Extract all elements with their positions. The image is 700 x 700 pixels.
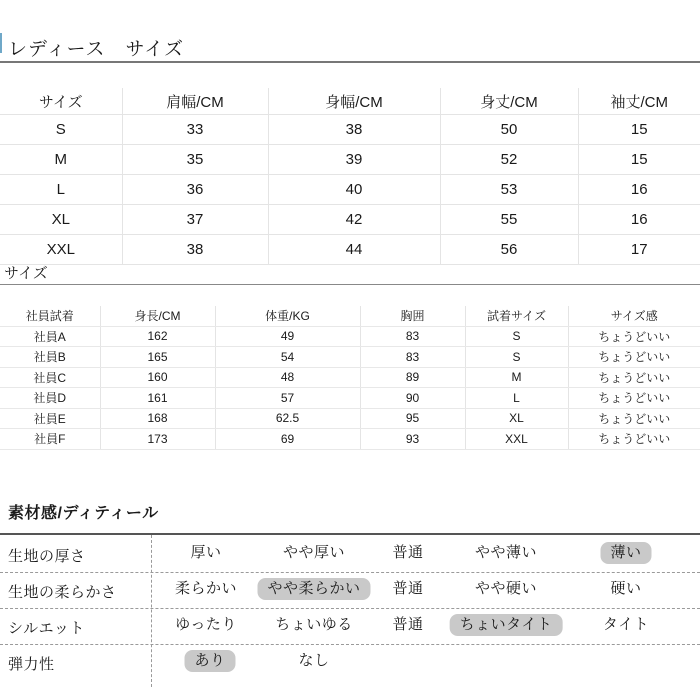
material-option: 普通 [392, 544, 424, 561]
table-cell: 48 [215, 367, 360, 388]
table-cell: 38 [268, 115, 440, 145]
table-row [0, 388, 700, 409]
material-option: 柔らかい [174, 580, 238, 597]
table-cell: 83 [360, 347, 465, 368]
table-row [0, 367, 700, 388]
table-cell: 168 [100, 408, 215, 429]
table-cell: 35 [122, 145, 268, 175]
header-bust: 胸囲 [360, 306, 465, 326]
material-option: やや硬い [474, 580, 538, 597]
table-cell: 161 [100, 388, 215, 409]
table-cell: ちょうどいい [568, 326, 700, 347]
table-cell: XXL [465, 429, 568, 450]
table-cell: 52 [440, 145, 578, 175]
material-row [0, 645, 700, 681]
table-cell: XL [465, 408, 568, 429]
table-cell: 40 [268, 175, 440, 205]
table-cell: 56 [440, 235, 578, 265]
table-row [0, 347, 700, 368]
header-shoulder: 肩幅/CM [122, 88, 268, 115]
material-option-selected: ちょいタイト [450, 614, 563, 636]
staff-fitting-table [0, 306, 700, 450]
table-cell: 16 [578, 205, 700, 235]
material-option: やや薄い [474, 544, 538, 561]
title-underline [0, 61, 700, 63]
table-cell: 社員C [0, 367, 100, 388]
material-row-label: 弾力性 [8, 656, 55, 673]
table-cell: 95 [360, 408, 465, 429]
table-cell: 53 [440, 175, 578, 205]
table-cell: 160 [100, 367, 215, 388]
table-cell: 54 [215, 347, 360, 368]
table-cell: 17 [578, 235, 700, 265]
table-row [0, 429, 700, 450]
table-cell: 90 [360, 388, 465, 409]
header-height: 身長/CM [100, 306, 215, 326]
material-row-label: シルエット [8, 620, 85, 637]
material-option: 普通 [392, 580, 424, 597]
header-size: サイズ [0, 88, 122, 115]
table-cell: 89 [360, 367, 465, 388]
table-cell: 16 [578, 175, 700, 205]
material-row [0, 537, 700, 573]
table-cell: 49 [215, 326, 360, 347]
table-cell: 社員D [0, 388, 100, 409]
table-row [0, 235, 700, 265]
material-option: なし [298, 652, 330, 669]
table-cell: 93 [360, 429, 465, 450]
material-option: ゆったり [175, 616, 237, 633]
material-title: 素材感/ディティール [8, 505, 159, 522]
material-row [0, 609, 700, 645]
table-row [0, 326, 700, 347]
table-cell: 社員A [0, 326, 100, 347]
material-option: やや厚い [282, 544, 346, 561]
material-row [0, 573, 700, 609]
table-cell: 社員F [0, 429, 100, 450]
material-option: ちょいゆる [275, 616, 353, 633]
table-cell: ちょうどいい [568, 408, 700, 429]
table-cell: 39 [268, 145, 440, 175]
header-staff: 社員試着 [0, 306, 100, 326]
table-cell: ちょうどいい [568, 367, 700, 388]
table-cell: S [465, 326, 568, 347]
table-cell: 38 [122, 235, 268, 265]
table-cell: 37 [122, 205, 268, 235]
header-length: 身丈/CM [440, 88, 578, 115]
table-cell: 36 [122, 175, 268, 205]
table-row [0, 115, 700, 145]
table-cell: XXL [0, 235, 122, 265]
material-option: 厚い [190, 544, 222, 561]
table-cell: 44 [268, 235, 440, 265]
table-cell: 33 [122, 115, 268, 145]
material-row-label: 生地の厚さ [8, 548, 86, 565]
material-label-divider [151, 535, 152, 687]
table-row [0, 175, 700, 205]
ladies-size-title: レディース サイズ [8, 39, 185, 60]
material-option-selected: やや柔らかい [257, 578, 370, 600]
header-fit-size: 試着サイズ [465, 306, 568, 326]
ladies-size-table [0, 88, 700, 265]
table-cell: 社員E [0, 408, 100, 429]
staff-fitting-title: サイズ [4, 265, 48, 282]
table-row [0, 408, 700, 429]
table-header-row [0, 306, 700, 326]
material-option: 硬い [610, 580, 642, 597]
table-cell: 57 [215, 388, 360, 409]
table-cell: 162 [100, 326, 215, 347]
section-divider [0, 284, 700, 285]
material-underline [0, 533, 700, 535]
table-cell: S [0, 115, 122, 145]
table-cell: 62.5 [215, 408, 360, 429]
table-cell: ちょうどいい [568, 429, 700, 450]
table-row [0, 205, 700, 235]
header-weight: 体重/KG [215, 306, 360, 326]
table-cell: M [0, 145, 122, 175]
table-cell: 55 [440, 205, 578, 235]
table-cell: 50 [440, 115, 578, 145]
table-cell: 15 [578, 145, 700, 175]
table-cell: L [465, 388, 568, 409]
table-cell: L [0, 175, 122, 205]
table-cell: 69 [215, 429, 360, 450]
header-sleeve: 袖丈/CM [578, 88, 700, 115]
material-option-selected: 薄い [600, 542, 651, 564]
table-cell: XL [0, 205, 122, 235]
material-option: 普通 [392, 616, 424, 633]
material-option-selected: あり [184, 650, 235, 672]
material-row-label: 生地の柔らかさ [8, 584, 117, 601]
table-header-row [0, 88, 700, 115]
table-cell: 173 [100, 429, 215, 450]
table-cell: 42 [268, 205, 440, 235]
title-accent-bar [0, 33, 2, 53]
header-chest: 身幅/CM [268, 88, 440, 115]
table-row [0, 145, 700, 175]
table-cell: 165 [100, 347, 215, 368]
header-fit-feel: サイズ感 [568, 306, 700, 326]
table-cell: 社員B [0, 347, 100, 368]
material-option: タイト [602, 616, 650, 633]
table-cell: S [465, 347, 568, 368]
table-cell: M [465, 367, 568, 388]
table-cell: ちょうどいい [568, 388, 700, 409]
table-cell: ちょうどいい [568, 347, 700, 368]
table-cell: 15 [578, 115, 700, 145]
table-cell: 83 [360, 326, 465, 347]
